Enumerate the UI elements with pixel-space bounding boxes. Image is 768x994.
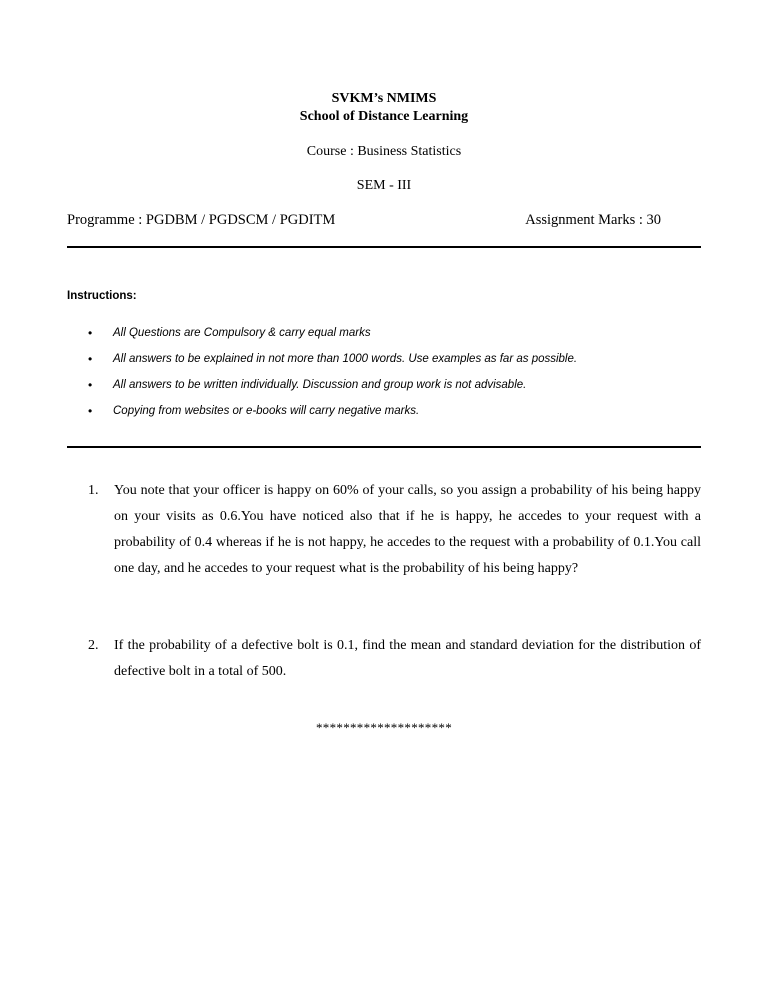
programme-label: Programme : PGDBM / PGDSCM / PGDITM (67, 212, 336, 228)
question-text: If the probability of a defective bolt is 0.1, find the mean and standard deviation for the distribution of defective bolt in a total of 500. (114, 638, 701, 679)
question-text: You note that your officer is happy on 60% of your calls, so you assign a probability of his being happy on your visits as 0.6.You have noticed also that if he is happy, he accedes to your request with a probability of 0.4 whereas if he is not happy, he accedes to the request with a probability of 0.1.You call one day, and he accedes to your request what is the probability of his being happy? (114, 483, 701, 576)
instruction-item (88, 324, 688, 350)
assignment-marks: Assignment Marks : 30 (525, 212, 661, 228)
question-number: 1. (88, 483, 99, 498)
instruction-item (88, 402, 688, 428)
bottom-divider (67, 446, 701, 448)
institution-name: SVKM’s NMIMS (331, 91, 437, 106)
bullet-icon: • (88, 352, 93, 366)
programme-row (67, 211, 661, 229)
instruction-text: All answers to be explained in not more than 1000 words. Use examples as far as possible. (113, 353, 578, 365)
top-divider (67, 246, 701, 248)
bullet-icon: • (88, 326, 93, 340)
course-title: Course : Business Statistics (306, 144, 462, 159)
instructions-list (88, 324, 688, 428)
bullet-icon: • (88, 378, 93, 392)
instruction-text: All answers to be written individually. Discussion and group work is not advisable. (113, 379, 527, 391)
instruction-text: All Questions are Compulsory & carry equal marks (113, 327, 371, 339)
instructions-heading: Instructions: (67, 290, 137, 302)
instruction-text: Copying from websites or e-books will carry negative marks. (113, 405, 420, 417)
question-number: 2. (88, 638, 99, 653)
instruction-item (88, 350, 688, 376)
question-1 (88, 478, 701, 582)
bullet-icon: • (88, 404, 93, 418)
instruction-item (88, 376, 688, 402)
school-name: School of Distance Learning (299, 109, 469, 124)
semester-label: SEM - III (356, 178, 412, 193)
end-separator: ******************** (316, 720, 452, 735)
question-2 (88, 633, 701, 685)
